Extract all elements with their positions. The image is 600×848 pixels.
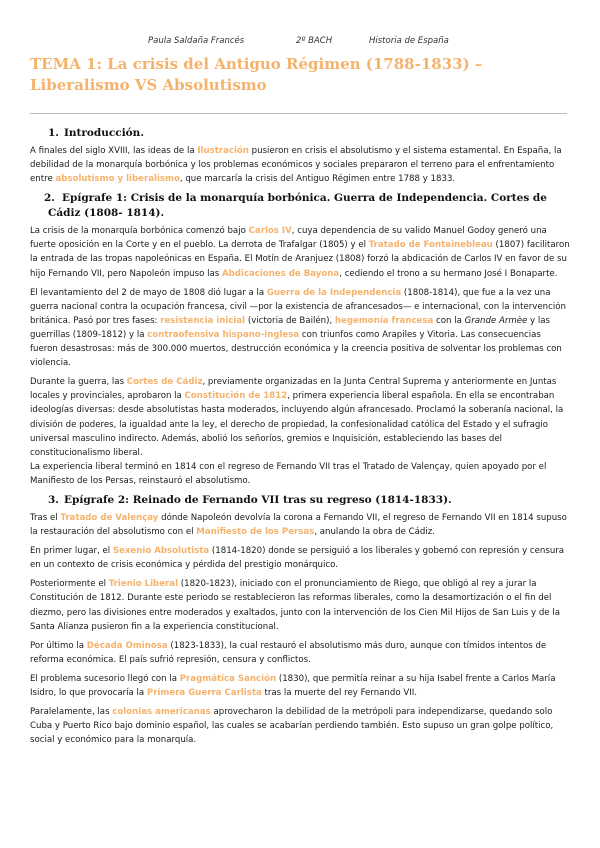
section-3-paragraph-1	[30, 511, 570, 539]
text-run: tras la muerte del rey Fernando VII.	[261, 688, 418, 698]
highlighted-term: Pragmática Sanción	[179, 673, 277, 684]
highlighted-term: hegemonía francesa	[334, 315, 434, 326]
text-run: aprovecharon la debilidad de la metrópoli para independizarse, quedando solo Cuba y Puerto Rico bajo dominio español, las cuales se acabarían perdiendo también. Esto supuso un gran golpe político, social y económico para la monarquía.	[30, 707, 554, 746]
highlighted-term: Cortes de Cádiz	[126, 377, 203, 388]
text-run: pusieron en crisis el absolutismo y el sistema estamental. En España, la debilidad de la monarquía borbónica y los problemas económicos y sociales prepararon el terreno para el enfrentamiento entre	[30, 146, 562, 185]
header-author: Paula Saldaña Francés	[148, 36, 245, 46]
highlighted-term: Constitución de 1812	[184, 391, 288, 402]
text-run: (victoria de Bailén),	[245, 315, 335, 326]
section-2-paragraph-3	[30, 375, 570, 460]
text-run: Durante la guerra, las	[30, 377, 127, 388]
section-3-paragraph-6	[30, 705, 570, 747]
section-3-paragraph-3	[30, 577, 570, 633]
italic-term: Grande Armèe	[464, 315, 528, 326]
highlighted-term: Trienio Liberal	[108, 579, 179, 590]
text-run: , que marcaría la crisis del Antiguo Régimen entre 1788 y 1833.	[179, 174, 456, 185]
title-divider	[30, 113, 567, 114]
section-2-number: 2.	[44, 192, 55, 205]
highlighted-term: Ilustración	[197, 146, 249, 156]
text-run: , anulando la obra de Cádiz.	[314, 527, 435, 538]
section-1-title: Introducción.	[64, 127, 144, 139]
text-run: Paralelamente, las	[30, 707, 113, 718]
section-3-heading	[30, 493, 570, 508]
highlighted-term: contraofensiva hispano-inglesa	[147, 329, 300, 340]
text-run: A finales del siglo XVIII, las ideas de la	[30, 146, 198, 156]
text-run: , primera experiencia liberal española. En ella se encontraban ideologías diversas: desde absolutistas hasta moderados, incluyendo algún afrancesado. Proclamó la soberanía nacional, la división de poderes, la igualdad ante la ley, el derecho de propiedad, la confesionalidad católica del Estado y el sufragio universal masculino indirecto. Además, abolió los señoríos, gremios e Inquisición, estableciendo las bases del constitucionalismo liberal.	[30, 391, 564, 458]
text-run: Por último la	[30, 640, 87, 651]
text-run: En primer lugar, el	[30, 546, 113, 557]
highlighted-term: Década Ominosa	[86, 640, 168, 651]
highlighted-term: colonias americanas	[112, 707, 211, 718]
text-run: (1820-1823), iniciado con el pronunciamiento de Riego, que obligó al rey a jurar la Constitución de 1812. Durante este periodo se restablecieron las reformas liberales, como la desamortización o el fin del diezmo, pero las divisiones entre moderados y exaltados, junto con la intervención de los Cien Mil Hijos de San Luis y de la Santa Alianza pusieron fin a la experiencia constitucional.	[30, 579, 560, 632]
highlighted-term: Guerra de la Independencia	[266, 287, 402, 298]
section-1-number: 1.	[48, 127, 59, 139]
highlighted-term: Tratado de Valençay	[60, 512, 159, 523]
section-2-paragraph-4: La experiencia liberal terminó en 1814 con el regreso de Fernando VII tras el Tratado de Valençay, quien apoyado por el Manifiesto de los Persas, reinstauró el absolutismo.	[30, 461, 547, 486]
text-run: y las guerrillas (1809-1812) y la	[30, 315, 551, 340]
text-run: , previamente organizadas en la Junta Central Suprema y anteriormente en Juntas locales y provinciales, aprobaron la	[30, 377, 557, 402]
section-1-paragraph-1	[30, 144, 570, 186]
highlighted-term: Abdicaciones de Bayona	[221, 268, 340, 279]
section-3-paragraph-2	[30, 544, 570, 572]
highlighted-term: resistencia inicial	[160, 315, 246, 326]
text-run: (1823-1833), la cual restauró el absolutismo más duro, aunque con tímidos intentos de reforma económica. El país sufrió represión, censura y conflictos.	[30, 640, 547, 665]
text-run: La crisis de la monarquía borbónica comenzó bajo	[30, 226, 249, 237]
highlighted-term: Primera Guerra Carlista	[146, 688, 262, 698]
highlighted-term: absolutismo y liberalismo	[55, 174, 180, 185]
highlighted-term: Tratado de Fontainebleau	[368, 240, 493, 251]
section-3-paragraph-4	[30, 639, 570, 667]
text-run: , cuya dependencia de su valido Manuel Godoy generó una fuerte oposición en la Corte y en el pueblo. La derrota de Trafalgar (1805) y el	[30, 226, 547, 251]
text-run: dónde Napoleón devolvía la corona a Fernando VII, el regreso de Fernando VII en 1814 supuso la restauración del absolutismo con el	[30, 512, 567, 538]
section-2-heading	[30, 191, 570, 221]
document-title: TEMA 1: La crisis del Antiguo Régimen (1788-1833) – Liberalismo VS Absolutismo	[30, 55, 483, 94]
text-run: con la	[433, 315, 465, 326]
text-run: (1830), que permitía reinar a su hija Isabel frente a Carlos María Isidro, lo que provocaría la	[30, 673, 556, 698]
section-3-paragraph-5	[30, 672, 570, 700]
highlighted-term: Carlos IV	[248, 226, 292, 237]
header-subject: Historia de España	[369, 36, 449, 46]
text-run: con triunfos como Arapiles y Vitoria. Las consecuencias fueron desastrosas: más de 300.000 muertos, destrucción económica y la creencia positiva de solventar los problemas con violencia.	[30, 329, 562, 369]
document-body	[30, 124, 570, 752]
text-run: (1814-1820) donde se persiguió a los liberales y gobernó con represión y censura en un contexto de crisis económica y pérdida del prestigio monárquico.	[30, 546, 565, 571]
highlighted-term: Manifiesto de los Persas	[196, 527, 315, 538]
text-run: Tras el	[30, 512, 61, 523]
text-run: (1807) facilitaron la entrada de las tropas napoleónicas en España. El Motín de Aranjuez (1808) forzó la abdicación de Carlos IV en favor de su hijo Fernando VII, pero Napoleón impuso las	[30, 240, 570, 279]
section-2-paragraph-1	[30, 224, 570, 280]
section-2-title: Epígrafe 1: Crisis de la monarquía borbónica. Guerra de Independencia. Cortes de Cádiz (1808- 1814).	[48, 192, 547, 220]
section-2-paragraph-2	[30, 286, 570, 371]
text-run: El problema sucesorio llegó con la	[30, 673, 180, 684]
section-3-number: 3.	[48, 493, 59, 506]
text-run: (1808-1814), que fue a la vez una guerra nacional contra la ocupación francesa, civil —por la existencia de afrancesados— e internacional, con la intervención británica. Pasó por tres fases:	[30, 287, 566, 326]
section-3-title: Epígrafe 2: Reinado de Fernando VII tras su regreso (1814-1833).	[64, 493, 452, 506]
text-run: , cediendo el trono a su hermano José I Bonaparte.	[339, 268, 558, 279]
header-course: 2º BACH	[296, 36, 333, 46]
text-run: El levantamiento del 2 de mayo de 1808 dió lugar a la	[30, 287, 267, 298]
highlighted-term: Sexenio Absolutista	[112, 546, 210, 557]
text-run: Posteriormente el	[30, 579, 109, 590]
section-1-heading	[30, 126, 570, 141]
